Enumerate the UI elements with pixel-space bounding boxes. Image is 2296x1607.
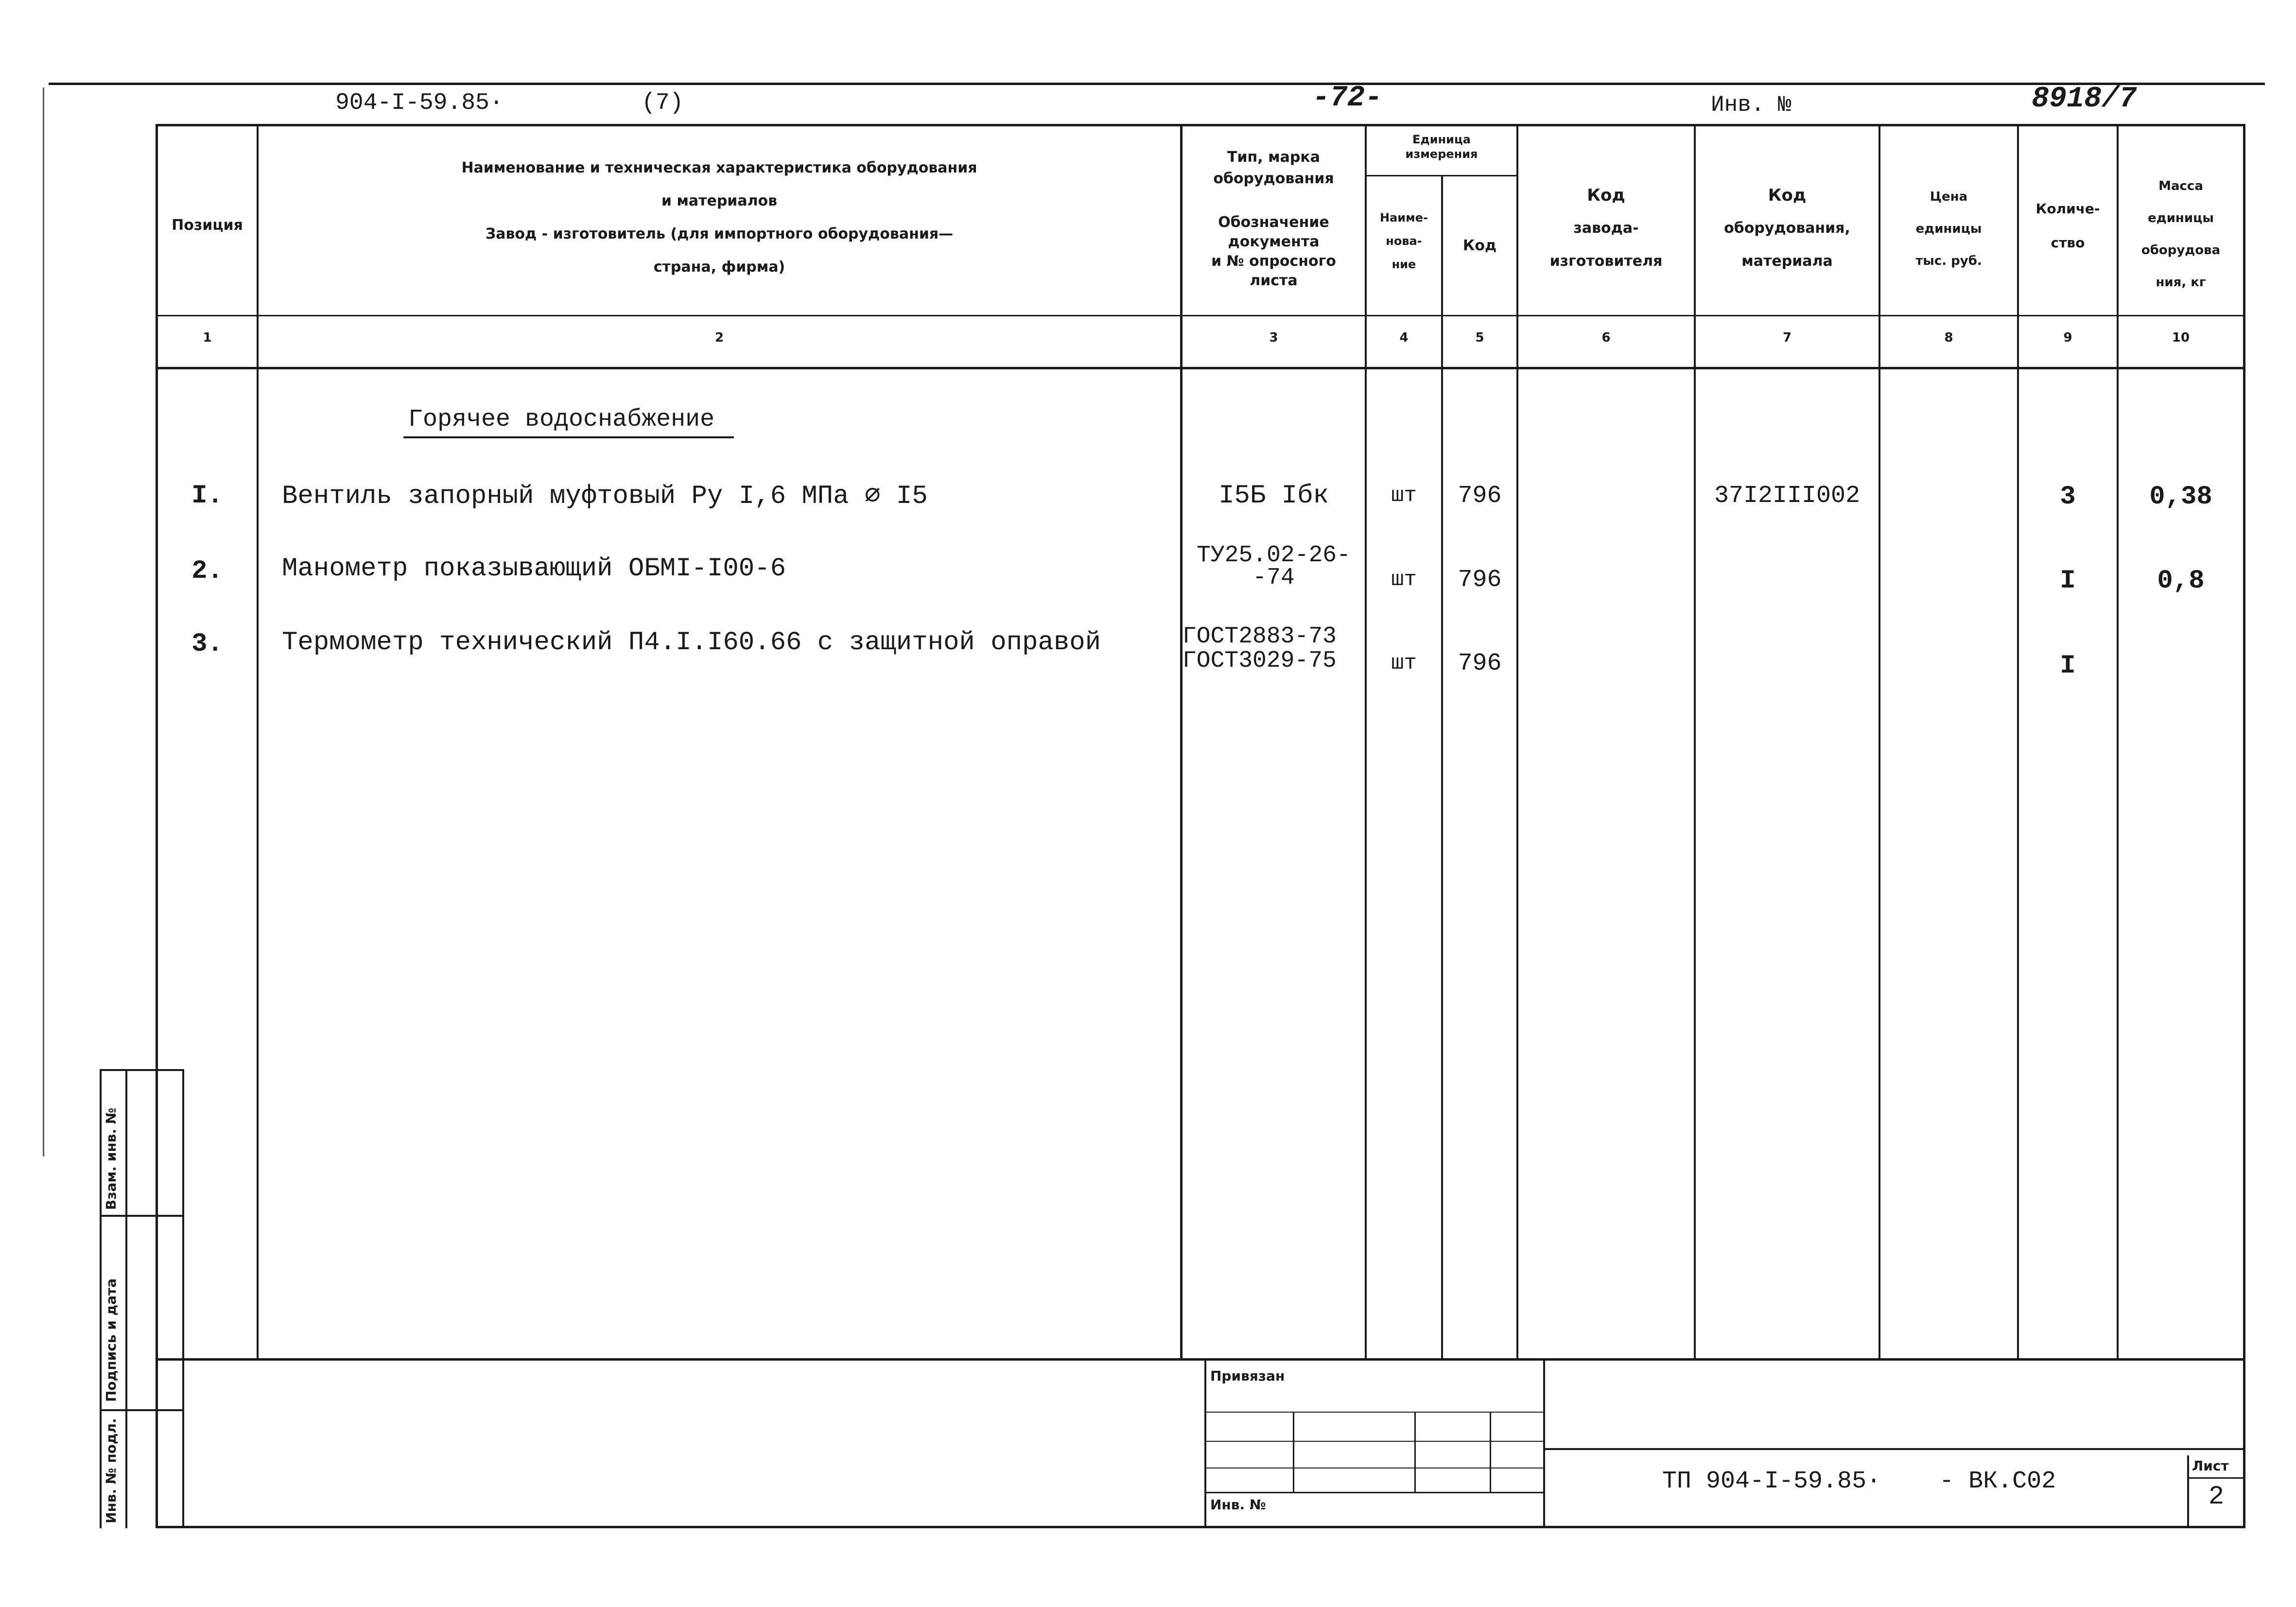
attached-row-line-2 — [1204, 1441, 1545, 1442]
attached-col-line-2 — [1414, 1412, 1416, 1492]
header-mass-3: оборудова — [2141, 243, 2221, 258]
header-qty-1: Количе- — [2035, 201, 2100, 217]
colnum-2: 2 — [714, 330, 724, 345]
header-unit-name-1: Наиме- — [1380, 211, 1428, 225]
header-type-6: листа — [1250, 272, 1298, 289]
row-unit-code: 796 — [1458, 566, 1502, 594]
header-unit-group-2: измерения — [1405, 147, 1478, 161]
header-type-1: Тип, марка — [1227, 149, 1320, 166]
side-replace-inv: Взам. инв. № — [103, 1107, 119, 1210]
row-qty: I — [2060, 651, 2076, 681]
header-type-3: Обозначение — [1218, 214, 1329, 231]
attached-label: Привязан — [1210, 1368, 1285, 1384]
row-position: 3. — [191, 629, 223, 659]
col-sep-9 — [2117, 124, 2119, 1358]
header-type-4: документа — [1228, 233, 1320, 250]
header-mass-1: Масса — [2158, 179, 2203, 193]
row-qty: 3 — [2060, 482, 2076, 512]
top-border-line — [49, 83, 2265, 85]
sheet-label: Лист — [2192, 1458, 2229, 1474]
section-title: Горячее водоснабжение — [403, 406, 734, 438]
attached-box-right — [1543, 1358, 1545, 1526]
side-stamp-right — [182, 1069, 184, 1528]
header-price-1: Цена — [1930, 190, 1968, 204]
row-qty: I — [2060, 566, 2076, 596]
inv-no-label: Инв. № — [1210, 1497, 1266, 1513]
col-sep-1 — [257, 124, 259, 1358]
header-equip-code-1: Код — [1768, 186, 1807, 205]
colnum-4: 4 — [1399, 330, 1409, 345]
col-sep-6 — [1694, 124, 1696, 1358]
doc-designation: ТП 904-I-59.85· - ВК.С02 — [1662, 1468, 2056, 1495]
side-stamp-top — [100, 1069, 182, 1071]
header-maker-code-1: Код — [1587, 186, 1625, 205]
header-type-5: и № опросного — [1211, 253, 1336, 270]
row-unit: шт — [1391, 484, 1417, 508]
row-name: Вентиль запорный муфтовый Ру I,6 МПа ∅ I5 — [282, 482, 928, 511]
row-unit: шт — [1391, 651, 1417, 675]
row-type-2: -74 — [1252, 565, 1295, 591]
row-type-1: ГОСТ2883-73 — [1183, 623, 1337, 650]
side-stamp-col — [125, 1069, 127, 1528]
binding-margin-line — [43, 87, 44, 1157]
side-sign-date: Подпись и дата — [103, 1278, 119, 1402]
attached-row-line-1 — [1204, 1412, 1545, 1413]
header-position: Позиция — [172, 217, 243, 234]
row-unit-code: 796 — [1458, 650, 1502, 677]
header-unit-name-2: нова- — [1386, 234, 1422, 248]
page-bottom-line — [156, 1526, 2245, 1528]
header-name-1: Наименование и техническая характеристика оборудования — [461, 159, 977, 176]
col-sep-4 — [1441, 175, 1443, 1358]
side-stamp-line-1 — [100, 1215, 182, 1217]
side-stamp-line-2 — [100, 1409, 182, 1411]
header-maker-code-3: изготовителя — [1549, 253, 1663, 270]
table-top-line — [156, 124, 2245, 126]
header-unit-code: Код — [1462, 237, 1497, 254]
row-unit: шт — [1391, 568, 1417, 592]
col-sep-5 — [1516, 124, 1518, 1358]
attached-col-line-3 — [1490, 1412, 1491, 1492]
header-unit-name-3: ние — [1392, 258, 1416, 271]
row-position: I. — [191, 481, 223, 511]
unit-group-line — [1365, 175, 1516, 176]
side-inv-orig: Инв. № подл. — [103, 1418, 119, 1523]
header-price-2: единицы — [1915, 222, 1982, 236]
row-name: Термометр технический П4.I.I60.66 с защитной оправой — [282, 628, 1101, 657]
sheet-mark: (7) — [642, 90, 684, 116]
col-sep-7 — [1879, 124, 1880, 1358]
row-name: Манометр показывающий ОБМI-I00-6 — [282, 554, 786, 584]
colnum-6: 6 — [1601, 330, 1611, 345]
header-qty-2: ство — [2051, 235, 2085, 251]
row-mass: 0,38 — [2149, 482, 2212, 512]
header-mass-2: единицы — [2148, 211, 2214, 225]
header-name-4: страна, фирма) — [653, 259, 785, 276]
attached-row-line-4 — [1204, 1492, 1545, 1493]
table-right-line — [2243, 124, 2245, 1528]
header-maker-code-2: завода- — [1573, 220, 1639, 237]
side-stamp-left — [100, 1069, 102, 1528]
colnum-7: 7 — [1782, 330, 1792, 345]
header-price-3: тыс. руб. — [1915, 254, 1982, 268]
attached-col-line-1 — [1293, 1412, 1294, 1492]
attached-row-line-3 — [1204, 1468, 1545, 1469]
colnum-8: 8 — [1944, 330, 1953, 345]
header-equip-code-2: оборудования, — [1724, 220, 1850, 237]
row-unit-code: 796 — [1458, 482, 1502, 510]
colnum-3: 3 — [1269, 330, 1278, 345]
colnum-5: 5 — [1475, 330, 1484, 345]
header-mass-4: ния, кг — [2156, 275, 2206, 290]
header-name-3: Завод - изготовитель (для импортного оборудования— — [485, 225, 954, 242]
designation-top-line — [1543, 1448, 2245, 1450]
title-block-top-line — [156, 1358, 2245, 1361]
row-mass: 0,8 — [2157, 566, 2205, 596]
colnum-bottom-line — [156, 367, 2245, 369]
attached-box-left — [1204, 1358, 1206, 1526]
colnum-9: 9 — [2063, 330, 2072, 345]
inv-label: Инв. № — [1711, 92, 1792, 118]
col-sep-8 — [2017, 124, 2019, 1358]
col-sep-2 — [1180, 124, 1183, 1358]
col-sep-3 — [1365, 124, 1367, 1358]
doc-code-top: 904-I-59.85· — [335, 90, 504, 116]
row-position: 2. — [191, 556, 223, 586]
inv-number: 8918/7 — [2032, 83, 2137, 116]
header-type-2: оборудования — [1213, 170, 1334, 187]
header-equip-code-3: материала — [1741, 253, 1833, 270]
page-number: -72- — [1312, 82, 1383, 115]
sheet-box-divider — [2187, 1477, 2245, 1479]
header-unit-group-1: Единица — [1412, 133, 1471, 146]
header-bottom-line — [156, 315, 2245, 316]
sheet-number: 2 — [2208, 1482, 2225, 1512]
colnum-10: 10 — [2172, 330, 2190, 345]
row-type-1: ТУ25.02-26- — [1197, 542, 1351, 569]
row-type: I5Б Iбк — [1218, 481, 1329, 511]
colnum-1: 1 — [203, 330, 212, 345]
row-type-2: ГОСТ3029-75 — [1183, 648, 1337, 674]
header-name-2: и материалов — [661, 192, 778, 209]
row-equip-code: 37I2III002 — [1714, 482, 1861, 510]
